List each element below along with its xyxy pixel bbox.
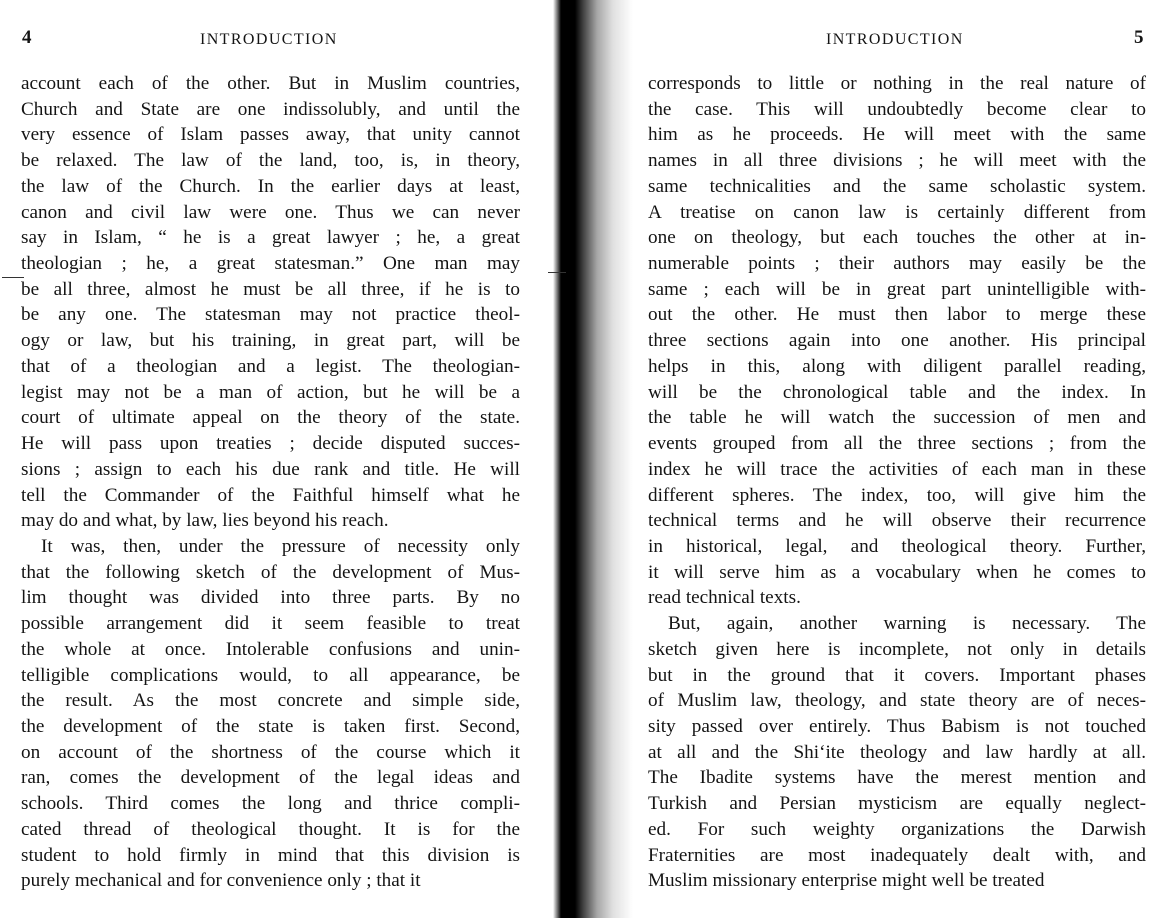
text-line: numerable points ; their authors may easily be the [648,253,1146,275]
text-line: theologian ; he, a great statesman.” One man may [21,253,520,275]
text-line: three sections again into one another. His principal [648,330,1146,352]
text-line: the result. As the most concrete and simple side, [21,690,520,712]
text-line: be any one. The statesman may not practice theol- [21,304,520,326]
text-line: schools. Third comes the long and thrice compli- [21,793,520,815]
text-line: the law of the Church. In the earlier days at least, [21,175,520,197]
text-line: on account of the shortness of the course which it [21,741,520,763]
text-line: But, again, another warning is necessary. The [668,613,1146,635]
text-line: helps in this, along with diligent parallel reading, [648,355,1146,377]
text-line: out the other. He must then labor to merge these [648,304,1146,326]
text-line: student to hold firmly in mind that this division is [21,844,520,866]
text-line: purely mechanical and for convenience only ; that it [21,870,421,892]
text-line: the case. This will undoubtedly become clear to [648,98,1146,120]
right-page-number: 5 [1134,27,1144,48]
text-line: Church and State are one indissolubly, and until the [21,98,520,120]
text-line: that the following sketch of the development of Mus- [21,561,520,583]
text-line: different spheres. The index, too, will give him the [648,484,1146,506]
left-page-text [21,71,520,894]
text-line: sity passed over entirely. Thus Babism is not touched [648,715,1146,737]
left-running-head: INTRODUCTION [200,31,338,48]
text-line: it will serve him as a vocabulary when he comes to [648,561,1146,583]
text-line: at all and the Shi‘ite theology and law hardly at all. [648,741,1146,763]
text-line: the whole at once. Intolerable confusions and unin- [21,638,520,660]
text-line: very essence of Islam passes away, that unity cannot [21,124,520,146]
text-line: Turkish and Persian mysticism are equally neglect- [648,793,1146,815]
text-line: same ; each will be in great part unintelligible with- [648,278,1146,300]
text-line: Muslim missionary enterprise might well be treated [648,870,1045,892]
text-line: the table he will watch the succession of men and [648,407,1146,429]
text-line: one on theology, but each touches the other at in- [648,227,1146,249]
text-line: same technicalities and the same scholastic system. [648,175,1146,197]
margin-mark [548,272,566,273]
text-line: Fraternities are most inadequately dealt with, and [648,844,1146,866]
right-running-head: INTRODUCTION [826,31,964,48]
text-line: tell the Commander of the Faithful himself what he [21,484,520,506]
text-line: say in Islam, “ he is a great lawyer ; he, a great [21,227,520,249]
text-line: read technical texts. [648,587,801,609]
margin-mark [2,277,24,278]
text-line: be all three, almost he must be all three, if he is to [21,278,520,300]
text-line: possible arrangement did it seem feasible to treat [21,613,520,635]
text-line: names in all three divisions ; he will meet with the [648,150,1146,172]
right-page [620,0,1157,918]
text-line: sions ; assign to each his due rank and title. He will [21,458,520,480]
text-line: A treatise on canon law is certainly different from [648,201,1146,223]
text-line: that of a theologian and a legist. The theologian- [21,355,520,377]
text-line: events grouped from all the three sections ; from the [648,433,1146,455]
text-line: The Ibadite systems have the merest mention and [648,767,1146,789]
text-line: legist may not be a man of action, but he will be a [21,381,520,403]
text-line: sketch given here is incomplete, not only in details [648,638,1146,660]
text-line: cated thread of theological thought. It is for the [21,818,520,840]
right-page-text [648,71,1146,894]
text-line: account each of the other. But in Muslim countries, [21,73,520,94]
text-line: the development of the state is taken first. Second, [21,715,520,737]
left-page-number: 4 [22,27,32,48]
text-line: in historical, legal, and theological theory. Further, [648,535,1146,557]
text-line: lim thought was divided into three parts. By no [21,587,520,609]
text-line: canon and civil law were one. Thus we can never [21,201,520,223]
text-line: He will pass upon treaties ; decide disputed succes- [21,433,520,455]
text-line: ran, comes the development of the legal ideas and [21,767,520,789]
text-line: telligible complications would, to all appearance, be [21,664,520,686]
text-line: corresponds to little or nothing in the real nature of [648,73,1146,94]
text-line: may do and what, by law, lies beyond his reach. [21,510,389,532]
left-page [0,0,560,918]
text-line: technical terms and he will observe their recurrence [648,510,1146,532]
text-line: be relaxed. The law of the land, too, is, in theory, [21,150,520,172]
text-line: him as he proceeds. He will meet with the same [648,124,1146,146]
text-line: It was, then, under the pressure of necessity only [41,535,520,557]
text-line: ogy or law, but his training, in great part, will be [21,330,520,352]
text-line: index he will trace the activities of each man in these [648,458,1146,480]
text-line: ed. For such weighty organizations the Darwish [648,818,1146,840]
text-line: court of ultimate appeal on the theory of the state. [21,407,520,429]
text-line: but in the ground that it covers. Important phases [648,664,1146,686]
text-line: will be the chronological table and the index. In [648,381,1146,403]
text-line: of Muslim law, theology, and state theory are of neces- [648,690,1146,712]
